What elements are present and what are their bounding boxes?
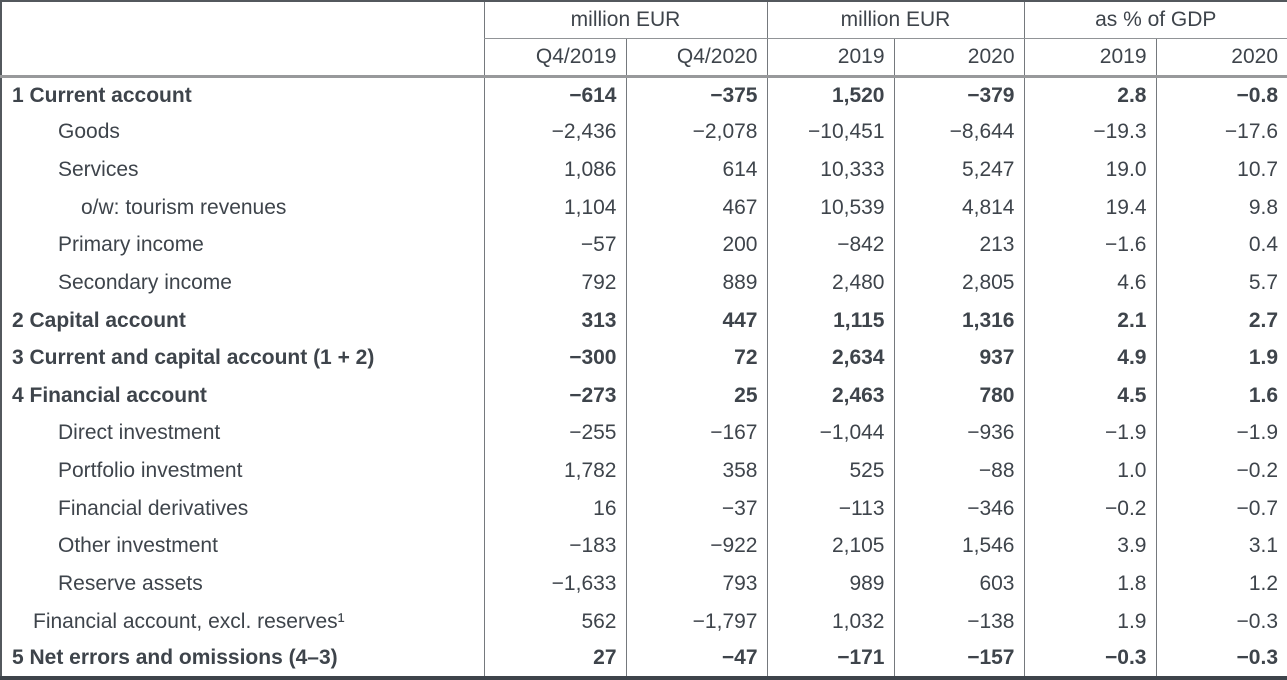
cell-value: 1,316 [894,302,1024,340]
cell-value: −157 [894,640,1024,678]
cell-value: 1,520 [767,76,894,114]
cell-value: −183 [484,528,626,566]
cell-value: 989 [767,565,894,603]
cell-value: 4.5 [1024,377,1156,415]
cell-value: 3.9 [1024,528,1156,566]
cell-value: 9.8 [1156,189,1287,227]
cell-value: −375 [626,76,767,114]
cell-value: −1.9 [1024,415,1156,453]
column-header-2019-eur: 2019 [767,38,894,76]
row-label: 1 Current account [12,83,192,107]
row-label: 2 Capital account [12,308,186,332]
cell-value: −113 [767,490,894,528]
cell-value: −922 [626,528,767,566]
row-label: Other investment [58,534,218,558]
cell-value: −1.6 [1024,227,1156,265]
cell-value: −300 [484,339,626,377]
cell-value: −0.3 [1156,603,1287,641]
cell-value: −379 [894,76,1024,114]
cell-value: −37 [626,490,767,528]
cell-value: −0.3 [1024,640,1156,678]
cell-value: 10.7 [1156,151,1287,189]
cell-value: 0.4 [1156,227,1287,265]
cell-value: 1,104 [484,189,626,227]
table-row [1,415,1287,453]
cell-value: 10,333 [767,151,894,189]
cell-value: 358 [626,452,767,490]
row-label: Goods [58,120,120,144]
table-header [1,1,1287,76]
table-row [1,565,1287,603]
cell-value: −346 [894,490,1024,528]
cell-value: −57 [484,227,626,265]
table-row [1,114,1287,152]
cell-value: −1.9 [1156,415,1287,453]
table-body [1,76,1287,678]
row-label: Financial derivatives [58,496,249,520]
row-label: Direct investment [58,421,221,445]
cell-value: 780 [894,377,1024,415]
cell-value: −8,644 [894,114,1024,152]
cell-value: 2,105 [767,528,894,566]
cell-value: −47 [626,640,767,678]
cell-value: −0.7 [1156,490,1287,528]
cell-value: −0.3 [1156,640,1287,678]
cell-value: 200 [626,227,767,265]
cell-value: 1,546 [894,528,1024,566]
cell-value: −273 [484,377,626,415]
cell-value: 603 [894,565,1024,603]
cell-value: −167 [626,415,767,453]
cell-value: 792 [484,264,626,302]
column-group-pct-gdp: as % of GDP [1024,1,1287,38]
cell-value: 2,805 [894,264,1024,302]
cell-value: −842 [767,227,894,265]
cell-value: −0.8 [1156,76,1287,114]
cell-value: 4.9 [1024,339,1156,377]
row-label: 5 Net errors and omissions (4–3) [12,646,338,670]
column-group-row [1,1,1287,38]
column-header-2020-pct: 2020 [1156,38,1287,76]
table-row [1,76,1287,114]
cell-value: 10,539 [767,189,894,227]
table-row [1,452,1287,490]
table-row [1,189,1287,227]
cell-value: −0.2 [1024,490,1156,528]
table-row [1,490,1287,528]
cell-value: −614 [484,76,626,114]
cell-value: 3.1 [1156,528,1287,566]
cell-value: −138 [894,603,1024,641]
table-row [1,603,1287,641]
column-header-2019-pct: 2019 [1024,38,1156,76]
column-header-q4-2020: Q4/2020 [626,38,767,76]
cell-value: 2,480 [767,264,894,302]
cell-value: 313 [484,302,626,340]
cell-value: 4.6 [1024,264,1156,302]
cell-value: 1.2 [1156,565,1287,603]
cell-value: −17.6 [1156,114,1287,152]
cell-value: −0.2 [1156,452,1287,490]
cell-value: 19.0 [1024,151,1156,189]
table-row [1,377,1287,415]
row-label: Primary income [58,233,204,257]
row-label: Financial account, excl. reserves¹ [33,609,345,633]
cell-value: 2,463 [767,377,894,415]
row-label: Secondary income [58,270,232,294]
row-label: 4 Financial account [12,383,207,407]
cell-value: 562 [484,603,626,641]
row-label: 3 Current and capital account (1 + 2) [12,346,375,370]
cell-value: 2.1 [1024,302,1156,340]
cell-value: −10,451 [767,114,894,152]
table-row [1,302,1287,340]
cell-value: −88 [894,452,1024,490]
cell-value: 213 [894,227,1024,265]
column-header-2020-eur: 2020 [894,38,1024,76]
cell-value: 72 [626,339,767,377]
cell-value: 2.8 [1024,76,1156,114]
cell-value: 1.9 [1024,603,1156,641]
cell-value: −2,078 [626,114,767,152]
cell-value: 614 [626,151,767,189]
cell-value: 2.7 [1156,302,1287,340]
cell-value: 1.6 [1156,377,1287,415]
table-row [1,264,1287,302]
cell-value: 467 [626,189,767,227]
row-label: Portfolio investment [58,459,243,483]
table-row [1,151,1287,189]
cell-value: 25 [626,377,767,415]
corner-cell [1,1,484,76]
column-group-million-eur-quarterly: million EUR [484,1,767,38]
cell-value: 5,247 [894,151,1024,189]
row-label: o/w: tourism revenues [81,195,287,219]
cell-value: 1.0 [1024,452,1156,490]
cell-value: 2,634 [767,339,894,377]
cell-value: 4,814 [894,189,1024,227]
column-group-million-eur-annual: million EUR [767,1,1024,38]
cell-value: 16 [484,490,626,528]
cell-value: 793 [626,565,767,603]
cell-value: −171 [767,640,894,678]
row-label: Reserve assets [58,571,203,595]
cell-value: 889 [626,264,767,302]
table-row [1,640,1287,678]
cell-value: −1,633 [484,565,626,603]
cell-value: 19.4 [1024,189,1156,227]
cell-value: 937 [894,339,1024,377]
table-row [1,528,1287,566]
table-row [1,227,1287,265]
cell-value: −19.3 [1024,114,1156,152]
cell-value: −1,044 [767,415,894,453]
cell-value: 1,086 [484,151,626,189]
cell-value: 1,782 [484,452,626,490]
cell-value: 525 [767,452,894,490]
cell-value: 447 [626,302,767,340]
column-header-q4-2019: Q4/2019 [484,38,626,76]
cell-value: 1.8 [1024,565,1156,603]
cell-value: 1,032 [767,603,894,641]
cell-value: 5.7 [1156,264,1287,302]
cell-value: −2,436 [484,114,626,152]
table-row [1,339,1287,377]
cell-value: 1,115 [767,302,894,340]
cell-value: 1.9 [1156,339,1287,377]
cell-value: −255 [484,415,626,453]
cell-value: −1,797 [626,603,767,641]
row-label: Services [58,158,139,182]
cell-value: −936 [894,415,1024,453]
cell-value: 27 [484,640,626,678]
